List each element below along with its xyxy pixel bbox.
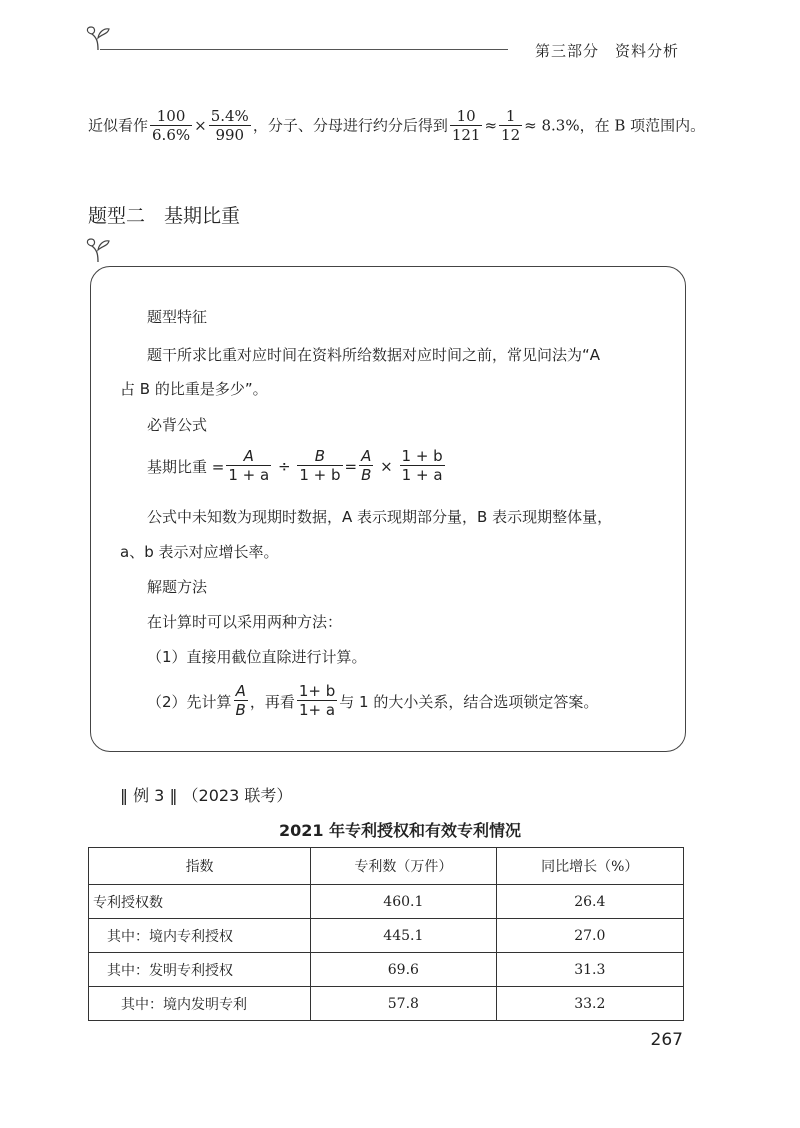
divide-sign: ÷ (277, 457, 291, 476)
intro-paragraph (88, 108, 705, 145)
sprout-ornament-icon (84, 236, 114, 264)
intro-suffix: ≈ 8.3%，在 B 项范围内。 (524, 116, 706, 135)
method-2 (147, 683, 598, 720)
formula-frac-a: $\frac{A}{1 + a}$ (228, 447, 270, 484)
method-2-suffix: 与 1 的大小关系，结合选项锁定答案。 (339, 693, 599, 711)
col-header-count: 专利数（万件） (311, 848, 496, 885)
formula-title: 必背公式 (147, 416, 208, 434)
row-growth: 26.4 (496, 885, 683, 919)
section-title: 题型二 基期比重 (88, 205, 241, 227)
row-growth: 33.2 (496, 987, 683, 1021)
example-label: ‖ 例 3 ‖ （2023 联考） (120, 786, 293, 805)
row-label: 其中：境内专利授权 (89, 919, 311, 953)
col-header-growth: 同比增长（%） (496, 848, 683, 885)
row-count: 460.1 (311, 885, 496, 919)
method-frac-growth: $\frac{1+ b}{1+ a}$ (298, 682, 336, 719)
header-section-title: 第三部分 资料分析 (535, 42, 680, 60)
row-count: 69.6 (311, 953, 496, 987)
base-period-formula (147, 448, 447, 485)
explain-line-1: 公式中未知数为现期时数据，A 表示现期部分量，B 表示现期整体量， (147, 508, 613, 526)
formula-frac-growth: $\frac{1 + b}{1 + a}$ (401, 447, 443, 484)
row-label: 专利授权数 (89, 885, 311, 919)
feature-title: 题型特征 (147, 308, 208, 326)
patent-table (88, 847, 684, 1021)
row-growth: 31.3 (496, 953, 683, 987)
approx-sign: ≈ (484, 116, 498, 135)
formula-label: 基期比重 = (147, 458, 225, 476)
method-1: （1）直接用截位直除进行计算。 (147, 648, 367, 666)
row-label: 其中：发明专利授权 (89, 953, 311, 987)
explain-line-2: a、b 表示对应增长率。 (120, 543, 279, 561)
intro-prefix: 近似看作 (88, 116, 149, 135)
header-rule (100, 49, 508, 50)
table-row (89, 953, 684, 987)
page-number: 267 (650, 1030, 683, 1050)
times-sign: × (380, 457, 393, 476)
table-row (89, 987, 684, 1021)
method-frac-a-over-b: $\frac{A}{B}$ (235, 682, 246, 719)
row-label: 其中：境内发明专利 (89, 987, 311, 1021)
times-sign: × (194, 116, 207, 135)
method-intro: 在计算时可以采用两种方法： (147, 613, 343, 631)
row-count: 445.1 (311, 919, 496, 953)
method-title: 解题方法 (147, 578, 208, 596)
fraction-5.4-over-990: $\frac{5.4\%}{990}$ (210, 107, 249, 144)
sprout-ornament-icon (84, 24, 114, 52)
feature-line-1: 题干所求比重对应时间在资料所给数据对应时间之前，常见问法为“A (147, 346, 601, 364)
formula-frac-a-over-b: $\frac{A}{B}$ (361, 447, 372, 484)
method-2-middle: ，再看 (249, 693, 295, 711)
feature-line-2: 占 B 的比重是多少”。 (120, 380, 268, 398)
fraction-10-over-121: $\frac{10}{121}$ (451, 107, 481, 144)
table-header-row (89, 848, 684, 885)
equals-sign: = (344, 457, 358, 476)
formula-frac-b: $\frac{B}{1 + b}$ (299, 447, 341, 484)
row-count: 57.8 (311, 987, 496, 1021)
fraction-1-over-12: $\frac{1}{12}$ (501, 107, 521, 144)
method-2-prefix: （2）先计算 (147, 693, 232, 711)
table-row (89, 885, 684, 919)
fraction-100-over-6.6: $\frac{100}{6.6\%}$ (152, 107, 191, 144)
intro-middle: ，分子、分母进行约分后得到 (252, 116, 448, 135)
table-title: 2021 年专利授权和有效专利情况 (278, 821, 522, 840)
row-growth: 27.0 (496, 919, 683, 953)
col-header-index: 指数 (89, 848, 311, 885)
table-row (89, 919, 684, 953)
